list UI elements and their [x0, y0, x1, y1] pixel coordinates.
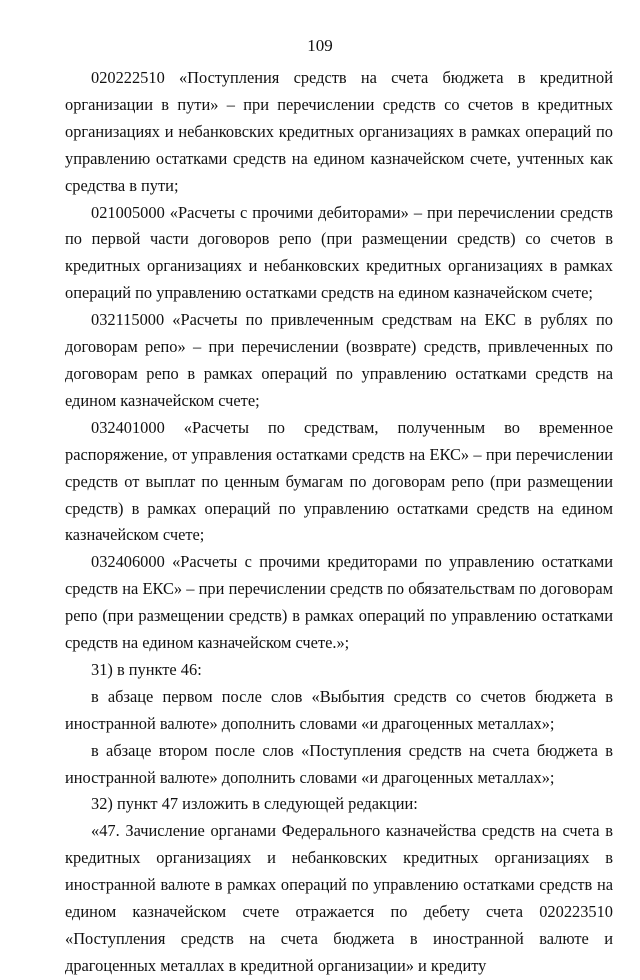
paragraph-account-021005000: 021005000 «Расчеты с прочими дебиторами» – при перечислении средств по первой части договоров репо (при размещении средств) со счетов в кредитных организациях и небанковских кредитных организациях в рамках операций по управлению остатками средств на едином казначейском счете;	[65, 202, 613, 303]
paragraph-account-032401000: 032401000 «Расчеты по средствам, полученным во временное распоряжение, от управления остатками средств на ЕКС» – при перечислении средств от выплат по ценным бумагам по договорам репо (при размещении средств) в рамках операций по управлению остатками средств на едином казначейском счете;	[65, 417, 613, 545]
paragraph-item-31: 31) в пункте 46:	[91, 659, 202, 679]
paragraph-account-032406000: 032406000 «Расчеты с прочими кредиторами по управлению остатками средств на ЕКС» – при перечислении средств по обязательствам по договорам репо (при размещении средств) в рамках операций по управлению остатками средств на едином казначейском счете.»;	[65, 552, 613, 653]
paragraph-item-32: 32) пункт 47 изложить в следующей редакции:	[91, 794, 418, 814]
paragraph-second-abzac: в абзаце втором после слов «Поступления средств на счета бюджета в иностранной валюте» дополнить словами «и драгоценных металлах»;	[65, 740, 613, 787]
paragraph-first-abzac: в абзаце первом после слов «Выбытия средств со счетов бюджета в иностранной валюте» дополнить словами «и драгоценных металлах»;	[65, 686, 613, 733]
paragraph-clause-47: «47. Зачисление органами Федерального казначейства средств на счета в кредитных организациях и небанковских кредитных организациях в иностранной валюте в рамках операций по управлению остатками средств на едином казначейском счете отражается по дебету счета 020223510 «Поступления средств на счета бюджета в иностранной валюте и драгоценных металлах в кредитной организации» и кредиту	[65, 821, 613, 975]
document-body	[65, 65, 613, 980]
page-number: 109	[307, 36, 333, 55]
paragraph-account-032115000: 032115000 «Расчеты по привлеченным средствам на ЕКС в рублях по договорам репо» – при перечислении (возврате) средств, привлеченных по договорам репо в рамках операций по управлению остатками средств на едином казначейском счете;	[65, 310, 613, 410]
paragraph-account-020222510: 020222510 «Поступления средств на счета бюджета в кредитной организации в пути» – при перечислении средств со счетов в кредитных организациях и небанковских кредитных организациях в рамках операций по управлению остатками средств на едином казначейском счете, учтенных как средства в пути;	[65, 68, 613, 195]
